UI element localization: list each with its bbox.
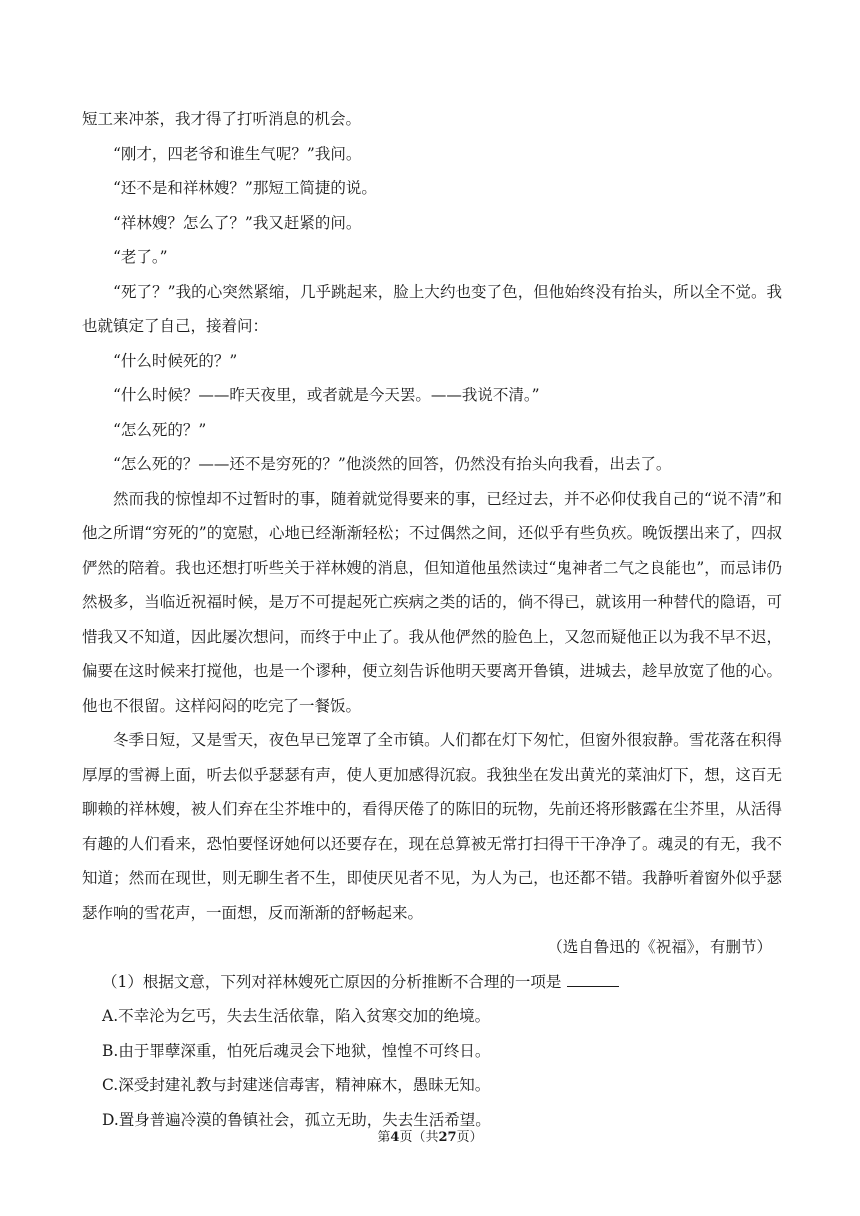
footer-total-pages: 27 <box>438 1130 457 1145</box>
page-footer <box>0 1128 860 1148</box>
paragraph-6: “死了？”我的心突然紧缩，几乎跳起来，脸上大约也变了色，但他始终没有抬头，所以全不觉。我也就镇定了自己，接着问： <box>82 282 782 335</box>
option-b: B.由于罪孽深重，怕死后魂灵会下地狱，惶惶不可终日。 <box>102 1041 491 1060</box>
option-a: A.不幸沦为乞丐，失去生活依靠，陷入贫寒交加的绝境。 <box>102 1007 491 1025</box>
paragraph-8: “什么时候？——昨天夜里，或者就是今天罢。——我说不清。” <box>113 386 540 404</box>
paragraph-9: “怎么死的？” <box>113 420 207 439</box>
footer-middle: 页（共 <box>399 1130 439 1145</box>
answer-blank <box>567 968 619 987</box>
document-body <box>82 102 782 1137</box>
paragraph-4: “祥林嫂？怎么了？”我又赶紧的问。 <box>113 213 362 232</box>
footer-page-number: 4 <box>390 1130 400 1145</box>
paragraph-10: “怎么死的？——还不是穷死的？”他淡然的回答，仍然没有抬头向我看，出去了。 <box>113 455 672 473</box>
paragraph-3: “还不是和祥林嫂？”那短工简捷的说。 <box>113 179 377 197</box>
source-citation: （选自鲁迅的《祝福》，有删节） <box>547 938 772 956</box>
question-text: （1）根据文意，下列对祥林嫂死亡原因的分析推断不合理的一项是 <box>102 972 562 991</box>
paragraph-12: 冬季日短，又是雪天，夜色早已笼罩了全市镇。人们都在灯下匆忙，但窗外很寂静。雪花落在积得厚厚的雪褥上面，听去似乎瑟瑟有声，使人更加感得沉寂。我独坐在发出黄光的菜油灯下，想，这百无聊赖的祥林嫂，被人们弃在尘芥堆中的，看得厌倦了的陈旧的玩物，先前还将形骸露在尘芥里，从活得有趣的人们看来，恐怕要怪讶她何以还要存在，现在总算被无常打扫得干干净净了。魂灵的有无，我不知道；然而在现世，则无聊生者不生，即使厌见者不见，为人为己，也还都不错。我静听着窗外似乎瑟瑟作响的雪花声，一面想，反而渐渐的舒畅起来。 <box>82 731 782 922</box>
footer-prefix: 第 <box>377 1130 391 1145</box>
paragraph-1: 短工来冲茶，我才得了打听消息的机会。 <box>82 110 362 128</box>
paragraph-7: “什么时候死的？” <box>113 351 238 370</box>
paragraph-11: 然而我的惊惶却不过暂时的事，随着就觉得要来的事，已经过去，并不必仰仗我自己的“说不清”和他之所谓“穷死的”的宽慰，心地已经渐渐轻松；不过偶然之间，还似乎有些负疚。晚饭摆出来了，四叔俨然的陪着。我也还想打听些关于祥林嫂的消息，但知道他虽然读过“鬼神者二气之良能也”，而忌讳仍然极多，当临近祝福时候，是万不可提起死亡疾病之类的话的，倘不得已，就该用一种替代的隐语，可惜我又不知道，因此屡次想问，而终于中止了。我从他俨然的脸色上，又忽而疑他正以为我不早不迟，偏要在这时候来打搅他，也是一个谬种，便立刻告诉他明天要离开鲁镇，进城去，趁早放宽了他的心。他也不很留。这样闷闷的吃完了一餐饭。 <box>82 489 782 715</box>
question-stem <box>82 965 782 1000</box>
paragraph-5: “老了。” <box>113 248 168 266</box>
option-d: D.置身普遍冷漠的鲁镇社会，孤立无助，失去生活希望。 <box>102 1110 491 1129</box>
option-c: C.深受封建礼教与封建迷信毒害，精神麻木，愚昧无知。 <box>102 1076 491 1094</box>
paragraph-2: “刚才，四老爷和谁生气呢？”我问。 <box>113 144 362 163</box>
footer-suffix: 页） <box>456 1130 483 1145</box>
